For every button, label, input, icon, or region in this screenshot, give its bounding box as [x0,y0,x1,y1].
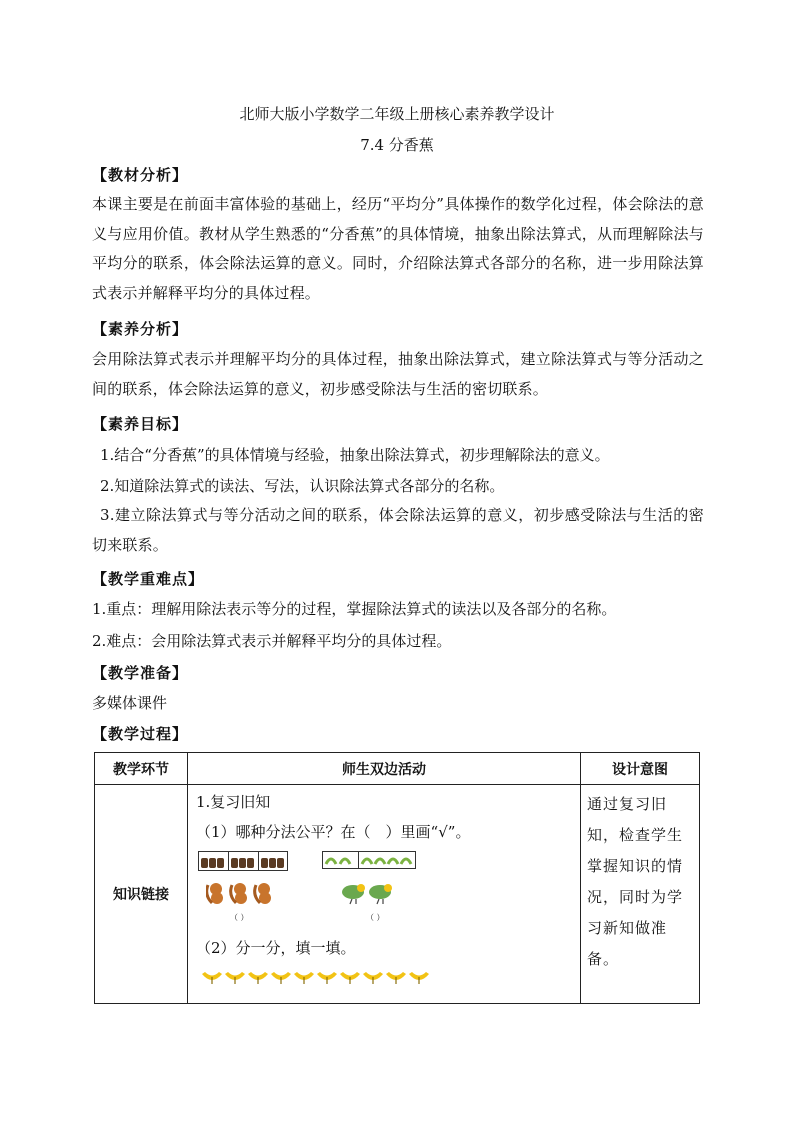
keypoints-heading: 【教学重难点】 [92,570,205,588]
goal-1: 1.结合“分香蕉”的具体情境与经验，抽象出除法算式，初步理解除法的意义。 [100,446,610,464]
birds-figure [340,881,396,905]
teaching-process-table [94,752,700,1004]
stage-cell: 知识链接 [95,785,188,1004]
goal-2: 2.知道除法算式的读法、写法，认识除法算式各部分的名称。 [100,477,505,495]
keypoint-2: 2.难点：会用除法算式表示并解释平均分的具体过程。 [92,632,452,650]
answer-paren-right: （ ） [366,913,385,922]
prep-text: 多媒体课件 [92,694,168,712]
caterpillar-groups-figure [322,851,416,869]
header-stage: 教学环节 [95,753,188,785]
analysis-text: 本课主要是在前面丰富体验的基础上，经历“平均分”具体操作的数学化过程，体会除法的意义与应用价值。教材从学生熟悉的“分香蕉”的具体情境，抽象出除法算式，从而理解除法与平均分的联系，体会除法运算的意义。同时，介绍除法算式各部分的名称，进一步用除法算式表示并解释平均分的具体过程。 [92,195,704,302]
bread-groups-figure [198,851,288,871]
activity-cell [188,785,581,1004]
keypoint-1: 1.重点：理解用除法表示等分的过程，掌握除法算式的读法以及各部分的名称。 [92,600,617,618]
goals-heading: 【素养目标】 [92,415,189,433]
doc-subtitle: 7.4 分香蕉 [360,136,434,154]
literacy-heading: 【素养分析】 [92,320,189,338]
prep-heading: 【教学准备】 [92,664,189,682]
answer-paren-left: （ ） [230,913,249,922]
header-activity: 师生双边活动 [188,753,581,785]
squirrels-figure [206,879,278,905]
table-header-row [95,753,700,785]
analysis-heading: 【教材分析】 [92,166,189,184]
process-heading: 【教学过程】 [92,725,189,743]
table-row [95,785,700,1004]
goal-3: 3.建立除法算式与等分活动之间的联系，体会除法运算的意义，初步感受除法与生活的密切来联系。 [92,506,704,554]
question-2: （2）分一分，填一填。 [196,939,356,957]
intent-cell: 通过复习旧知，检查学生掌握知识的情况，同时为学习新知做准备。 [581,785,700,1004]
header-intent: 设计意图 [581,753,700,785]
doc-title: 北师大版小学数学二年级上册核心素养教学设计 [239,105,555,123]
question-1: （1）哪种分法公平？在（ ）里画“√”。 [196,823,471,841]
review-step: 1.复习旧知 [196,793,271,811]
bananas-figure [200,968,436,988]
literacy-text: 会用除法算式表示并理解平均分的具体过程，抽象出除法算式，建立除法算式与等分活动之间的联系，体会除法运算的意义，初步感受除法与生活的密切联系。 [92,350,704,398]
